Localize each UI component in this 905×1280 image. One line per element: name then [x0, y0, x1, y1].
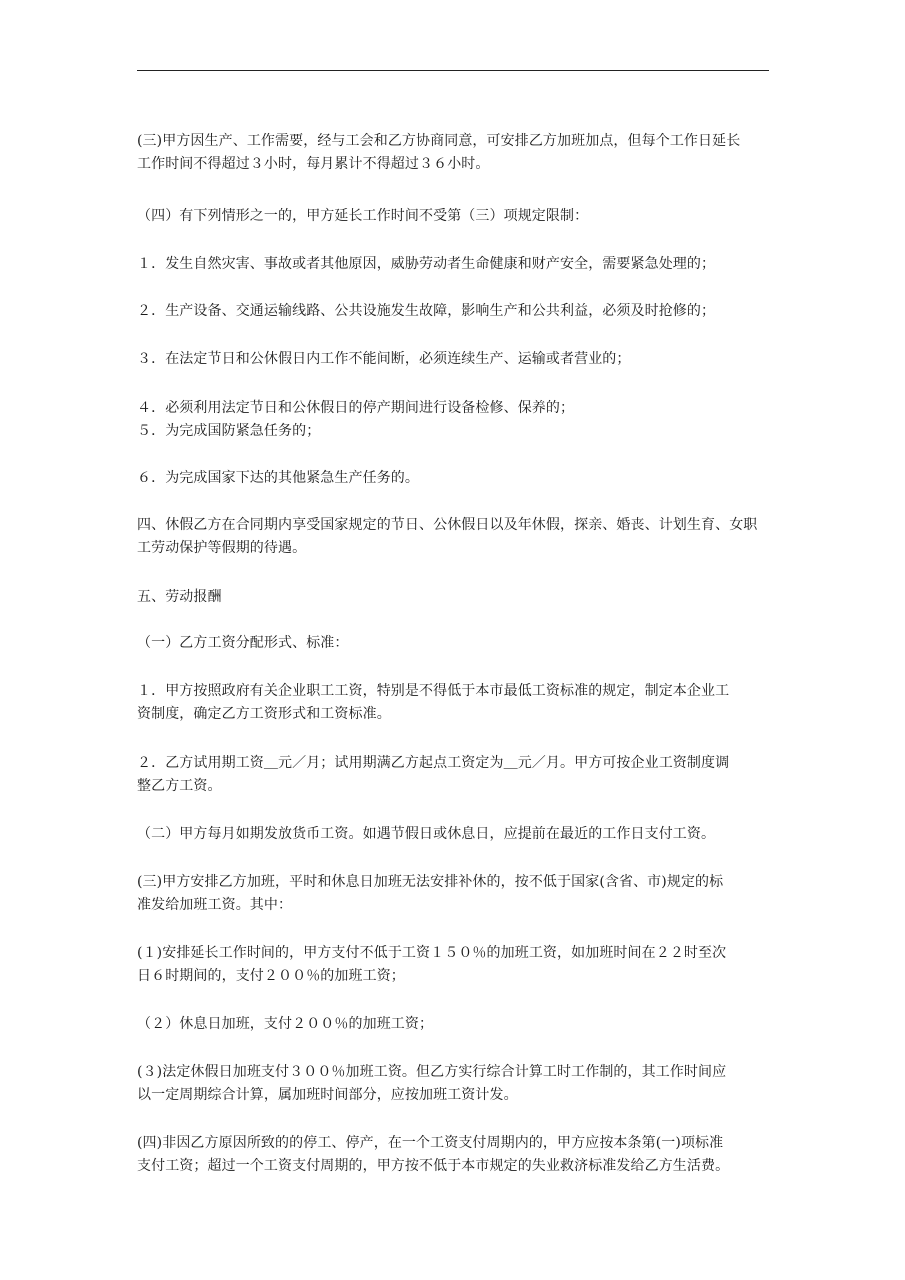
paragraph-leave [137, 514, 777, 560]
text-line: 五、劳动报酬 [137, 589, 222, 605]
text-line: （一）乙方工资分配形式、标准： [137, 635, 349, 651]
text-line: （二）甲方每月如期发放货币工资。如遇节假日或休息日，应提前在最近的工作日支付工资。 [137, 826, 716, 842]
text-line: 四、休假乙方在合同期内享受国家规定的节日、公休假日以及年休假，探亲、婚丧、计划生育、女职 [137, 517, 758, 533]
paragraph-overtime-pay [137, 871, 777, 917]
list-item [137, 253, 777, 276]
list-item [137, 467, 777, 490]
paragraph-wage-payment [137, 823, 777, 846]
paragraph-overtime-limit [137, 130, 777, 176]
text-line: 整乙方工资。 [137, 778, 222, 794]
list-item [137, 300, 777, 323]
text-line: ５．为完成国防紧急任务的； [137, 423, 321, 439]
paragraph-stoppage [137, 1132, 777, 1178]
text-line: （四）有下列情形之一的，甲方延长工作时间不受第（三）项规定限制： [137, 208, 589, 224]
list-item [137, 680, 777, 726]
text-line: (三)甲方安排乙方加班，平时和休息日加班无法安排补休的，按不低于国家(含省、市)规定的标 [137, 874, 724, 890]
text-line: (３)法定休假日加班支付３００％加班工资。但乙方实行综合计算工时工作制的，其工作时间应 [137, 1064, 727, 1080]
list-item [137, 942, 777, 988]
text-line: １．甲方按照政府有关企业职工工资，特别是不得低于本市最低工资标准的规定，制定本企业工 [137, 683, 730, 699]
paragraph-exceptions-heading [137, 205, 777, 228]
list-item [137, 348, 777, 371]
text-line: (四)非因乙方原因所致的的停工、停产，在一个工资支付周期内的，甲方应按本条第(一)项标准 [137, 1135, 724, 1151]
list-item [137, 1013, 777, 1036]
text-line: ３．在法定节日和公休假日内工作不能间断，必须连续生产、运输或者营业的； [137, 351, 631, 367]
text-line: １．发生自然灾害、事故或者其他原因，威胁劳动者生命健康和财产安全，需要紧急处理的； [137, 256, 716, 272]
text-line: 支付工资；超过一个工资支付周期的，甲方按不低于本市规定的失业救济标准发给乙方生活费。 [137, 1158, 730, 1174]
text-line: 以一定周期综合计算，属加班时间部分，应按加班工资计发。 [137, 1087, 518, 1103]
text-line: （２）休息日加班，支付２００％的加班工资； [137, 1016, 434, 1032]
section-heading-remuneration [137, 586, 777, 609]
list-item [137, 397, 777, 443]
text-line: ４．必须利用法定节日和公休假日的停产期间进行设备检修、保养的； [137, 400, 575, 416]
text-line: 工作时间不得超过３小时，每月累计不得超过３６小时。 [137, 156, 490, 172]
paragraph-wage-form [137, 632, 777, 655]
list-item [137, 752, 777, 798]
text-line: 准发给加班工资。其中： [137, 897, 293, 913]
list-item [137, 1061, 777, 1107]
text-line: (１)安排延长工作时间的，甲方支付不低于工资１５０％的加班工资，如加班时间在２２时至次 [137, 945, 727, 961]
text-line: 资制度，确定乙方工资形式和工资标准。 [137, 706, 391, 722]
text-line: ２．生产设备、交通运输线路、公共设施发生故障，影响生产和公共利益，必须及时抢修的； [137, 303, 716, 319]
text-line: (三)甲方因生产、工作需要，经与工会和乙方协商同意，可安排乙方加班加点，但每个工作日延长 [137, 133, 741, 149]
text-line: ６．为完成国家下达的其他紧急生产任务的。 [137, 470, 419, 486]
text-line: ２．乙方试用期工资＿元／月；试用期满乙方起点工资定为＿元／月。甲方可按企业工资制度调 [137, 755, 730, 771]
text-line: 工劳动保护等假期的待遇。 [137, 540, 307, 556]
text-line: 日６时期间的，支付２００％的加班工资； [137, 968, 405, 984]
header-rule [137, 70, 769, 71]
